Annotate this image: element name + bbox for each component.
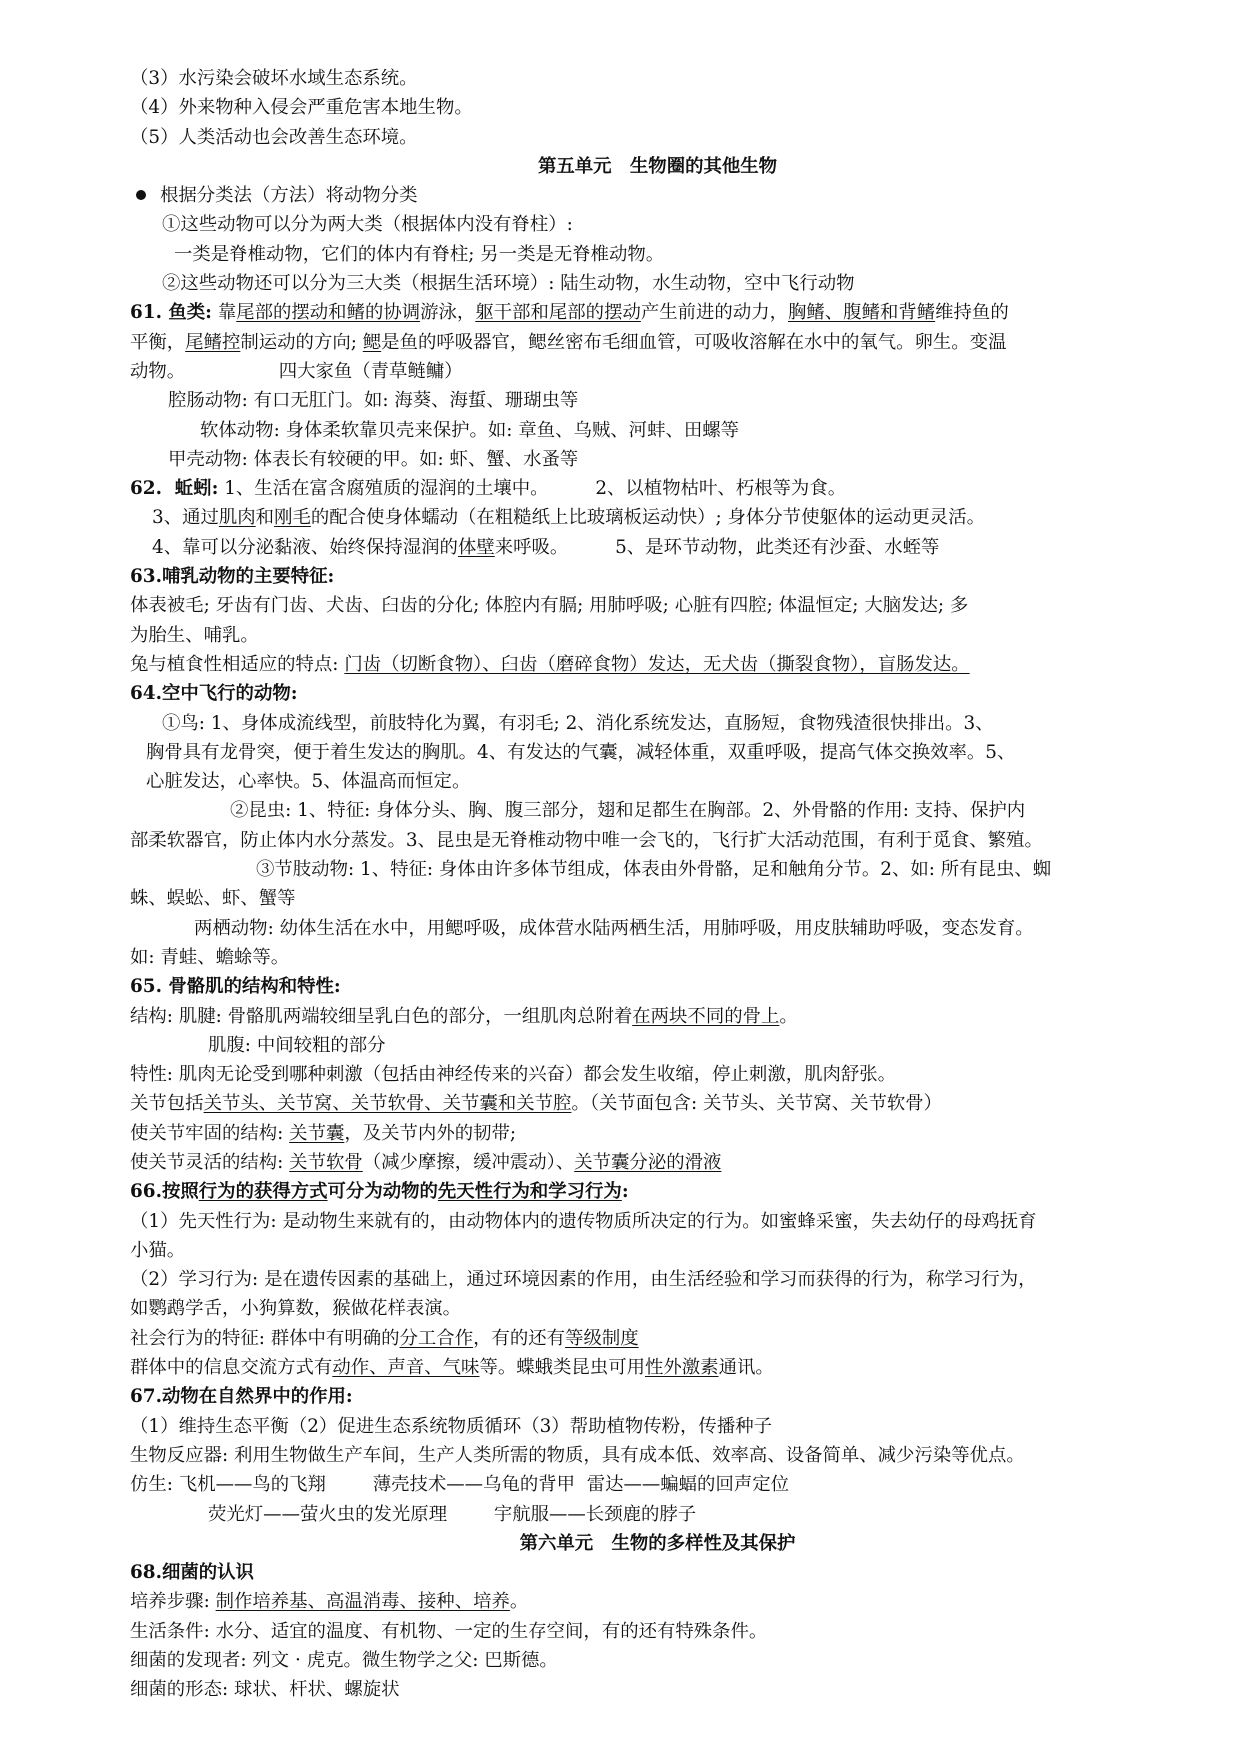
text-line: 甲壳动物: 体表长有较硬的甲。如: 虾、蟹、水蚤等 [168, 448, 579, 470]
text-line [130, 1587, 1185, 1616]
text-line: （4）外来物种入侵会严重危害本地生物。 [130, 97, 473, 119]
text-line: 生活条件: 水分、适宜的温度、有机物、一定的生存空间，有的还有特殊条件。 [130, 1620, 768, 1642]
underlined-term: 关节囊分泌的滑液 [574, 1151, 722, 1173]
text-line [130, 1353, 1185, 1382]
text-line: 腔肠动物: 有口无肛门。如: 海葵、海蜇、珊瑚虫等 [168, 390, 579, 412]
text-run: 维持鱼的 [935, 302, 1009, 324]
bullet-line [130, 181, 1185, 210]
text-run: 结构: 肌腱: 骨骼肌两端较细呈乳白色的部分，一组肌肉总附着 [130, 1005, 633, 1027]
text-run: 使关节牢固的结构: [130, 1122, 290, 1144]
section-heading: 63.哺乳动物的主要特征: [130, 566, 335, 588]
underlined-term: 关节囊 [289, 1122, 345, 1144]
text-line: ①这些动物可以分为两大类（根据体内没有脊柱）: [162, 214, 573, 236]
text-line [130, 1089, 1185, 1118]
text-run: 关节包括 [130, 1093, 204, 1115]
text-line [130, 533, 1185, 562]
text-line: 特性: 肌肉无论受到哪种刺激（包括由神经传来的兴奋）都会发生收缩，停止刺激，肌肉舒张。 [130, 1064, 897, 1086]
text-line: 胸骨具有龙骨突，便于着生发达的胸肌。4、有发达的气囊，减轻体重，双重呼吸，提高气体交换效率。5、 [146, 741, 1016, 763]
section-heading: 64.空中飞行的动物: [130, 683, 298, 705]
text-line [130, 1002, 1185, 1031]
underlined-term: 胸鳍、腹鳍和背鳍 [788, 302, 936, 324]
bullet-text: 根据分类法（方法）将动物分类 [160, 185, 418, 207]
text-run: 靠 [211, 302, 237, 324]
underlined-term: 关节软骨 [289, 1151, 363, 1173]
text-run: （减少摩擦，缓冲震动）、 [362, 1151, 575, 1173]
section-label: 61. 鱼类: [130, 302, 212, 324]
text-line: ②这些动物还可以分为三大类（根据生活环境）: 陆生动物，水生动物，空中飞行动物 [162, 273, 855, 295]
underlined-term: 肌肉 [218, 507, 256, 529]
text-line [130, 503, 1185, 532]
text-line [130, 328, 1185, 357]
text-run: 3、通过 [152, 507, 219, 529]
section-heading: 67.动物在自然界中的作用: [130, 1386, 353, 1408]
underlined-term: 尾部的摆动和鳍的协调 [236, 302, 421, 324]
text-line [130, 650, 1185, 679]
underlined-term: 门齿（切断食物）、臼齿（磨碎食物）发达，无犬齿（撕裂食物），盲肠发达。 [344, 653, 970, 675]
underlined-term: 行为的获得方式 [198, 1181, 328, 1203]
section-heading [130, 1177, 1185, 1206]
text-run: 。 [509, 1591, 529, 1613]
underlined-term: 性外激素 [644, 1357, 719, 1379]
text-line: 细菌的发现者: 列文 · 虎克。微生物学之父: 巴斯德。 [130, 1650, 558, 1672]
underlined-term: 先天性行为和学习行为 [437, 1181, 622, 1203]
document-page [130, 64, 1185, 1705]
underlined-term: 鳃 [362, 331, 382, 353]
text-line: ①鸟: 1、身体成流线型，前肢特化为翼，有羽毛; 2、消化系统发达，直肠短，食物残渣很快排出。3、 [162, 712, 994, 734]
text-run: : [621, 1181, 629, 1203]
text-line: 肌腹: 中间较粗的部分 [208, 1034, 386, 1056]
text-run: 产生前进的动力， [640, 302, 788, 324]
text-line: 软体动物: 身体柔软靠贝壳来保护。如: 章鱼、乌贼、河蚌、田螺等 [200, 419, 740, 441]
text-line [130, 1119, 1185, 1148]
text-line [130, 474, 1185, 503]
text-line: 荧光灯——萤火虫的发光原理 宇航服——长颈鹿的脖子 [208, 1503, 697, 1525]
text-line: （1）先天性行为: 是动物生来就有的，由动物体内的遗传物质所决定的行为。如蜜蜂采蜜，失去幼仔的母鸡抚育 [130, 1210, 1037, 1232]
text-line: 如鹦鹉学舌，小狗算数，猴做花样表演。 [130, 1298, 462, 1320]
text-line: ③节肢动物: 1、特征: 身体由许多体节组成，体表由外骨骼，足和触角分节。2、如: 所有昆虫、蜘 [256, 859, 1052, 881]
text-run: 来呼吸。 5、是环节动物，此类还有沙蚕、水蛭等 [494, 536, 940, 558]
text-run: 兔与植食性相适应的特点: [130, 653, 345, 675]
unit-heading: 第六单元 生物的多样性及其保护 [519, 1532, 796, 1554]
underlined-term: 尾鳍控 [185, 331, 241, 353]
section-heading: 68.细菌的认识 [130, 1562, 254, 1584]
text-line: ②昆虫: 1、特征: 身体分头、胸、腹三部分，翅和足都生在胸部。2、外骨骼的作用: 支持、保护内 [230, 800, 1026, 822]
text-run: 4、靠可以分泌黏液、始终保持湿润的 [152, 536, 458, 558]
text-run: 通讯。 [718, 1357, 774, 1379]
text-run: 和 [255, 507, 275, 529]
text-line: 体表被毛; 牙齿有门齿、犬齿、臼齿的分化; 体腔内有膈; 用肺呼吸; 心脏有四腔; 体温恒定; 大脑发达; 多 [130, 595, 969, 617]
text-run: 可分为动物的 [327, 1181, 438, 1203]
text-line: （5）人类活动也会改善生态环境。 [130, 126, 418, 148]
text-line: 生物反应器: 利用生物做生产车间，生产人类所需的物质，具有成本低、效率高、设备简单、减少污染等优点。 [130, 1444, 1025, 1466]
text-run: 等。蝶蛾类昆虫可用 [479, 1357, 645, 1379]
text-line [130, 1324, 1185, 1353]
text-line: 如: 青蛙、蟾蜍等。 [130, 946, 290, 968]
text-run: 。（关节面包含: 关节头、关节窝、关节软骨） [571, 1093, 943, 1115]
text-line [130, 1148, 1185, 1177]
text-line: （1）维持生态平衡（2）促进生态系统物质循环（3）帮助植物传粉，传播种子 [130, 1415, 772, 1437]
text-line: 动物。 四大家鱼（青草鲢鳙） [130, 360, 463, 382]
text-run: ，及关节内外的韧带; [344, 1122, 517, 1144]
underlined-term: 体壁 [457, 536, 495, 558]
text-run: 的配合使身体蠕动（在粗糙纸上比玻璃板运动快）; 身体分节使躯体的运动更灵活。 [310, 507, 985, 529]
underlined-term: 躯干部和尾部的摆动 [475, 302, 641, 324]
text-line: （2）学习行为: 是在遗传因素的基础上，通过环境因素的作用，由生活经验和学习而获得的行为，称学习行为， [130, 1269, 1037, 1291]
underlined-term: 制作培养基、高温消毒、接种、培养 [215, 1591, 510, 1613]
text-run: ，有的还有 [473, 1327, 566, 1349]
underlined-term: 分工合作 [399, 1327, 474, 1349]
text-line: 心脏发达，心率快。5、体温高而恒定。 [146, 771, 471, 793]
text-run: 平衡， [130, 331, 186, 353]
text-run: 游泳， [420, 302, 476, 324]
underlined-term: 刚毛 [274, 507, 311, 529]
text-line: 小猫。 [130, 1239, 186, 1261]
text-line: （3）水污染会破坏水域生态系统。 [130, 68, 418, 89]
text-line: 一类是脊椎动物，它们的体内有脊柱; 另一类是无脊椎动物。 [174, 243, 665, 265]
underlined-term: 关节头、关节窝、关节软骨、关节囊和关节腔 [203, 1093, 572, 1115]
underlined-term: 在两块不同的骨上 [632, 1005, 780, 1027]
text-line: 为胎生、哺乳。 [130, 624, 259, 646]
text-run: 群体中的信息交流方式有 [130, 1357, 333, 1379]
text-run: 是鱼的呼吸器官，鳃丝密布毛细血管，可吸收溶解在水中的氧气。卵生。变温 [381, 331, 1007, 353]
text-line: 蛛、蜈蚣、虾、蟹等 [130, 888, 296, 910]
text-line: 仿生: 飞机——鸟的飞翔 薄壳技术——乌龟的背甲 雷达——蝙蝠的回声定位 [130, 1474, 790, 1496]
text-run: 制运动的方向; [240, 331, 363, 353]
section-heading: 65. 骨骼肌的结构和特性: [130, 976, 341, 998]
text-line: 细菌的形态: 球状、杆状、螺旋状 [130, 1679, 400, 1701]
text-run: 1、生活在富含腐殖质的湿润的土壤中。 2、以植物枯叶、朽根等为食。 [218, 478, 847, 500]
underlined-term: 等级制度 [565, 1327, 639, 1349]
text-run: 。 [779, 1005, 798, 1027]
text-line [130, 298, 1185, 327]
text-run: 社会行为的特征: 群体中有明确的 [130, 1327, 400, 1349]
section-label: 62. 蚯蚓: [130, 478, 219, 500]
text-run: 66.按照 [130, 1181, 199, 1203]
text-run: 使关节灵活的结构: [130, 1151, 290, 1173]
text-run: 培养步骤: [130, 1591, 216, 1613]
bullet-icon [136, 190, 146, 200]
text-line: 两栖动物: 幼体生活在水中，用鳃呼吸，成体营水陆两栖生活，用肺呼吸，用皮肤辅助呼吸，变态发育。 [194, 917, 1034, 939]
unit-heading: 第五单元 生物圈的其他生物 [537, 155, 778, 177]
underlined-term: 动作、声音、气味 [332, 1357, 480, 1379]
text-line: 部柔软器官，防止体内水分蒸发。3、昆虫是无脊椎动物中唯一会飞的，飞行扩大活动范围，有利于觅食、繁殖。 [130, 829, 1043, 851]
